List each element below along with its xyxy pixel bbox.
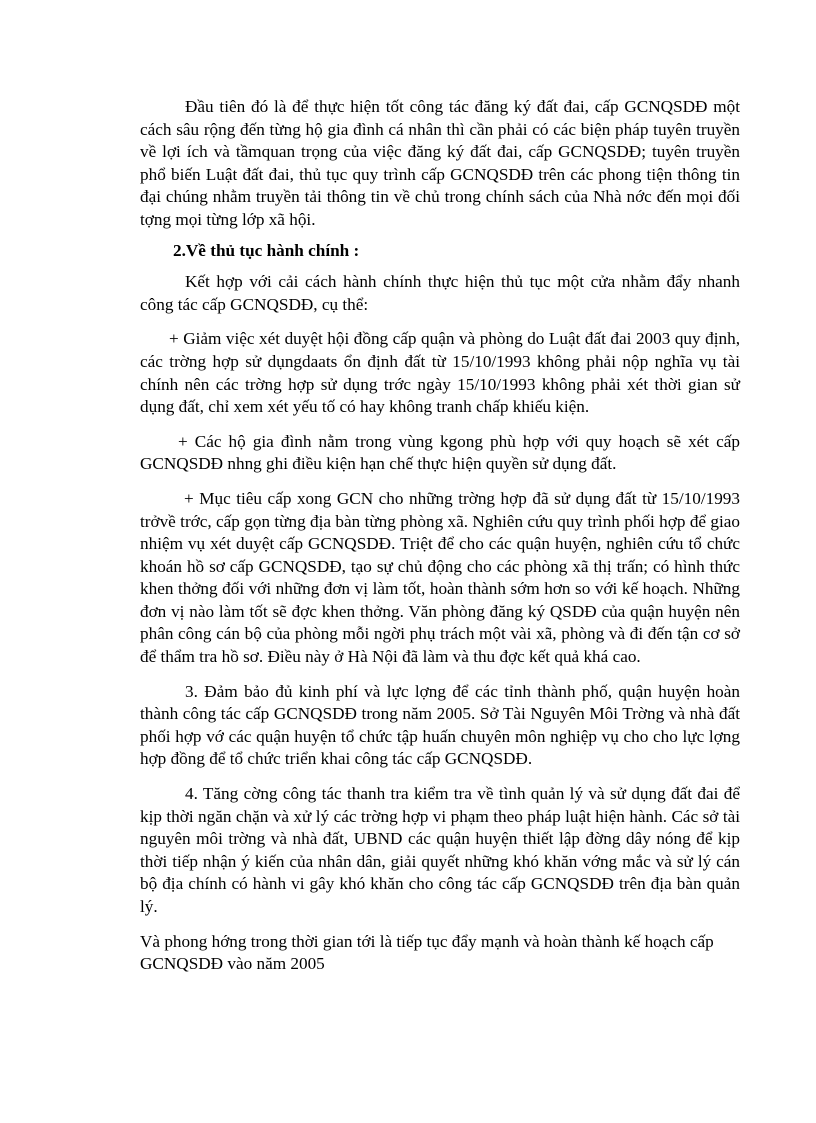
bullet-paragraph-1: + Giảm việc xét duyệt hội đồng cấp quận và phòng do Luật đất đai 2003 quy định, các trờng hợp sử dụngdaats ổn định đất từ 15/10/1993 không phải nộp nghĩa vụ tài chính nên các trờng hợp sử dụng trớc ngày 15/10/1993 không phải xét thời gian sử dụng đất, chỉ xem xét yếu tố có hay không tranh chấp khiếu kiện. [140, 329, 740, 417]
section-3-paragraph: 3. Đảm bảo đủ kinh phí và lực lợng để các tỉnh thành phố, quận huyện hoàn thành công tác cấp GCNQSDĐ trong năm 2005. Sở Tài Nguyên Môi Trờng và nhà đất phối hợp vớ các quận huyện tổ chức tập huấn chuyên môn nghiệp vụ cho cho lực lợng hợp đồng để tổ chức triển khai công tác cấp GCNQSDĐ. [140, 681, 740, 769]
bullet-paragraph-2: + Các hộ gia đình nằm trong vùng kgong phù hợp với quy hoạch sẽ xét cấp GCNQSDĐ nhng ghi điều kiện hạn chế thực hiện quyền sử dụng đất. [140, 431, 740, 474]
bullet-paragraph-3: + Mục tiêu cấp xong GCN cho những trờng hợp đã sử dụng đất từ 15/10/1993 trởvề trớc, cấp gọn từng địa bàn từng phòng xã. Nghiên cứu quy trình phối hợp để giao nhiệm vụ xét duyệt cấp GCNQSDĐ. Triệt để cho các quận huyện, nghiên cứu tổ chức khoán hồ sơ cấp GCNQSDĐ, tạo sự chủ động cho các phòng xã thị trấn; có hình thức khen thởng đối với những đơn vị làm tốt, hoàn thành sớm hơn so với kế hoạch. Những đơn vị nào làm tốt sẽ đợc khen thởng. Văn phòng đăng ký QSDĐ của quận huyện nên phân công cán bộ của phòng mỗi ngời phụ trách một vài xã, phòng và đi đến tận cơ sở để thẩm tra hồ sơ. Điều này ở Hà Nội đã làm và thu đợc kết quả khá cao. [140, 488, 740, 667]
document-page [140, 96, 740, 976]
section-heading-administrative-procedures: 2.Về thủ tục hành chính : [173, 240, 360, 260]
section-4-paragraph: 4. Tăng cờng công tác thanh tra kiểm tra về tình quản lý và sử dụng đất đai để kịp thời ngăn chặn và xử lý các trờng hợp vi phạm theo pháp luật hiện hành. Các sở tài nguyên môi trờng và nhà đất, UBND các quận huyện thiết lập đờng dây nóng để kịp thời tiếp nhận ý kiến của nhân dân, giải quyết những khó khăn vớng mắc và sử lý cán bộ địa chính có hành vi gây khó khăn cho công tác cấp GCNQSDĐ trên địa bàn quản lý. [140, 784, 740, 916]
section-2-intro-paragraph: Kết hợp với cải cách hành chính thực hiện thủ tục một cửa nhằm đẩy nhanh công tác cấp GCNQSDĐ, cụ thể: [140, 272, 740, 314]
intro-paragraph: Đầu tiên đó là để thực hiện tốt công tác đăng ký đất đai, cấp GCNQSDĐ một cách sâu rộng đến từng hộ gia đình cá nhân thì cần phải có các biện pháp tuyên truyền về lợi ích và tầmquan trọng của việc đăng ký đất đai, cấp GCNQSDĐ; tuyên truyền phổ biến Luật đất đai, thủ tục quy trình cấp GCNQSDĐ trên các phong tiện thông tin đại chúng nhằm truyền tải thông tin về chủ trong chính sách của Nhà nớc đến mọi đối tợng mọi từng lớp xã hội. [140, 97, 740, 229]
closing-paragraph: Và phong hớng trong thời gian tới là tiếp tục đẩy mạnh và hoàn thành kế hoạch cấp GCNQSDĐ vào năm 2005 [140, 931, 714, 974]
